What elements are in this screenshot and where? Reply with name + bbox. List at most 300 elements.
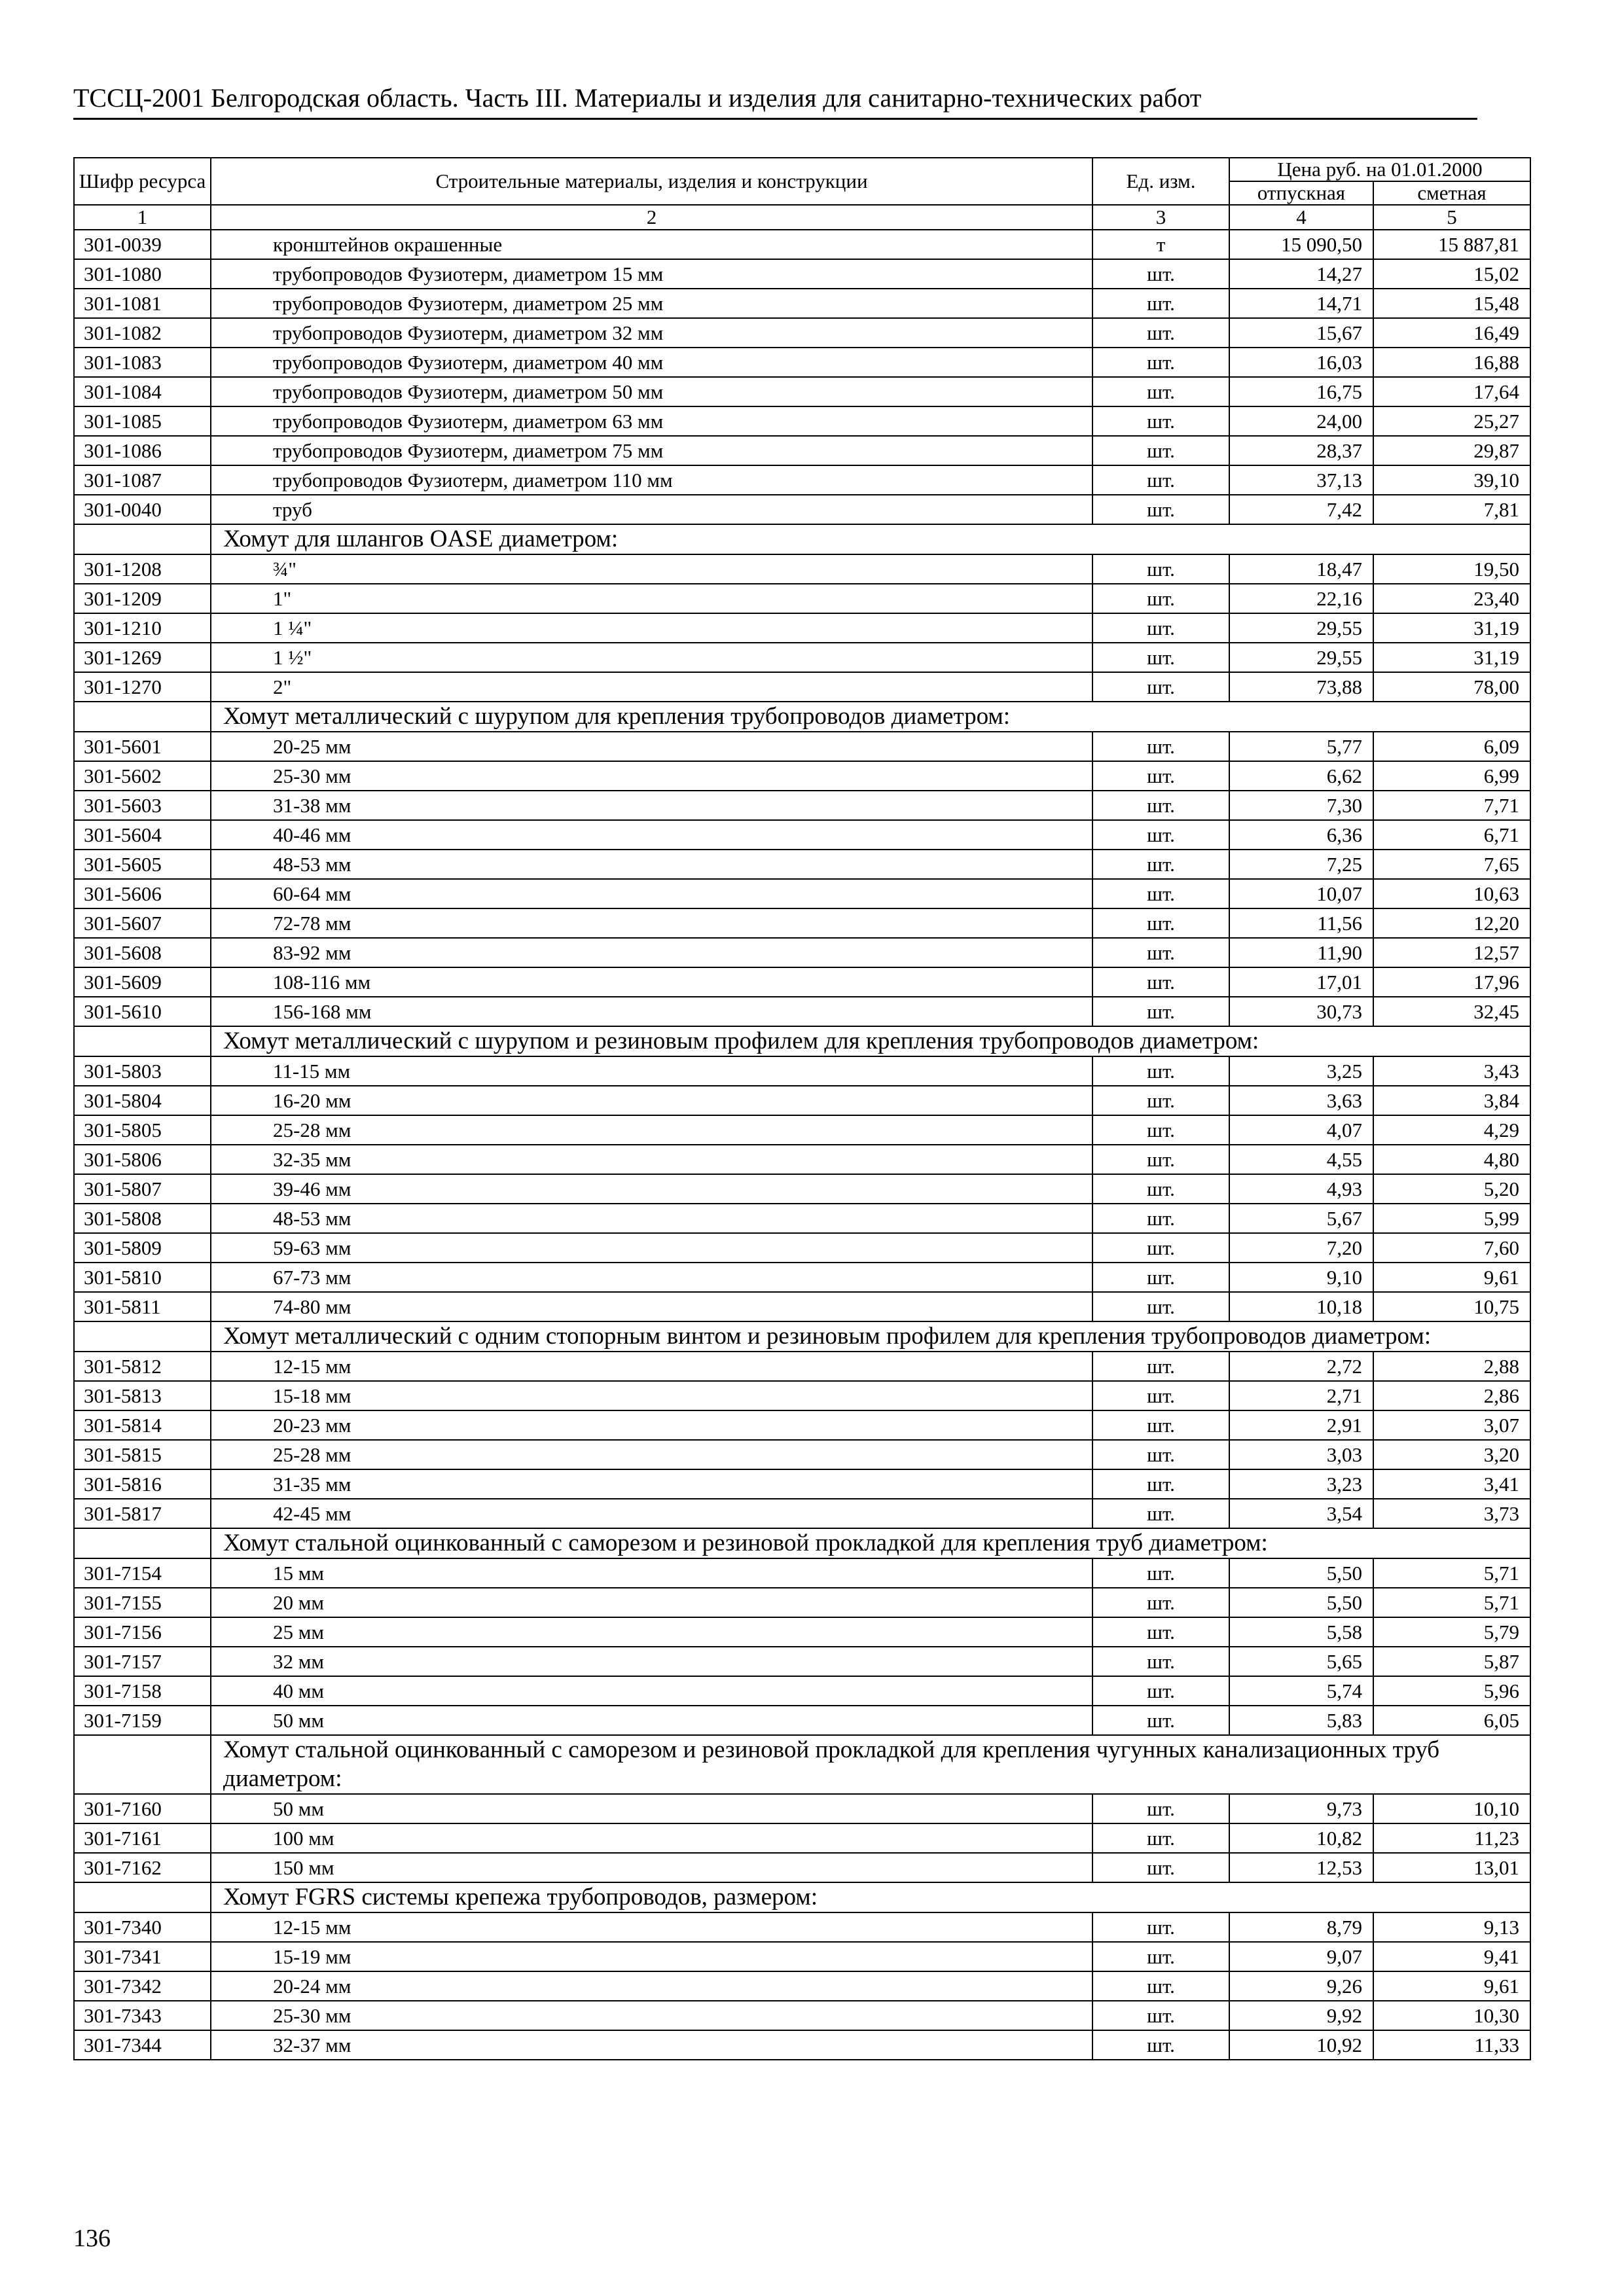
- unit-of-measure: шт.: [1092, 1676, 1229, 1706]
- material-name: 11-15 мм: [211, 1056, 1092, 1086]
- estimate-price: 11,23: [1373, 1823, 1530, 1853]
- table-row: [74, 850, 1530, 879]
- release-price: 3,23: [1229, 1469, 1373, 1499]
- release-price: 5,77: [1229, 732, 1373, 761]
- release-price: 4,55: [1229, 1145, 1373, 1174]
- resource-code: 301-5602: [74, 761, 211, 791]
- table-row: [74, 879, 1530, 908]
- estimate-price: 16,49: [1373, 318, 1530, 348]
- release-price: 7,42: [1229, 495, 1373, 524]
- resource-code: 301-7156: [74, 1617, 211, 1647]
- resource-code: 301-5814: [74, 1410, 211, 1440]
- resource-code: 301-1082: [74, 318, 211, 348]
- estimate-price: 19,50: [1373, 554, 1530, 584]
- table-row: [74, 584, 1530, 613]
- material-name: 2": [211, 672, 1092, 702]
- unit-of-measure: шт.: [1092, 1410, 1229, 1440]
- resource-code: 301-1083: [74, 348, 211, 377]
- material-name: трубопроводов Фузиотерм, диаметром 63 мм: [211, 406, 1092, 436]
- estimate-price: 5,87: [1373, 1647, 1530, 1676]
- resource-code: 301-1080: [74, 259, 211, 289]
- unit-of-measure: шт.: [1092, 850, 1229, 879]
- material-name: 20 мм: [211, 1588, 1092, 1617]
- material-name: 156-168 мм: [211, 997, 1092, 1026]
- unit-of-measure: шт.: [1092, 938, 1229, 967]
- release-price: 15 090,50: [1229, 230, 1373, 259]
- release-price: 29,55: [1229, 643, 1373, 672]
- material-name: 40-46 мм: [211, 820, 1092, 850]
- unit-of-measure: шт.: [1092, 613, 1229, 643]
- unit-of-measure: шт.: [1092, 1263, 1229, 1292]
- resource-code: 301-1270: [74, 672, 211, 702]
- estimate-price: 3,43: [1373, 1056, 1530, 1086]
- unit-of-measure: шт.: [1092, 1233, 1229, 1263]
- unit-of-measure: шт.: [1092, 1823, 1229, 1853]
- table-row: [74, 1588, 1530, 1617]
- resource-code: 301-5813: [74, 1381, 211, 1410]
- release-price: 5,58: [1229, 1617, 1373, 1647]
- material-name: трубопроводов Фузиотерм, диаметром 15 мм: [211, 259, 1092, 289]
- estimate-price: 16,88: [1373, 348, 1530, 377]
- material-name: 12-15 мм: [211, 1912, 1092, 1942]
- release-price: 18,47: [1229, 554, 1373, 584]
- unit-of-measure: шт.: [1092, 1174, 1229, 1204]
- page-number: 136: [73, 2225, 111, 2252]
- table-row: [74, 1204, 1530, 1233]
- table-row: [74, 1676, 1530, 1706]
- resource-code: 301-5805: [74, 1115, 211, 1145]
- unit-of-measure: шт.: [1092, 643, 1229, 672]
- material-name: 74-80 мм: [211, 1292, 1092, 1321]
- table-row: [74, 1499, 1530, 1528]
- material-name: 59-63 мм: [211, 1233, 1092, 1263]
- estimate-price: 13,01: [1373, 1853, 1530, 1882]
- material-name: 12-15 мм: [211, 1352, 1092, 1381]
- release-price: 9,10: [1229, 1263, 1373, 1292]
- unit-of-measure: шт.: [1092, 1056, 1229, 1086]
- release-price: 4,93: [1229, 1174, 1373, 1204]
- resource-code: 301-7341: [74, 1942, 211, 1971]
- estimate-price: 10,75: [1373, 1292, 1530, 1321]
- material-name: 100 мм: [211, 1823, 1092, 1853]
- group-code-cell: [74, 1026, 211, 1056]
- resource-code: 301-1210: [74, 613, 211, 643]
- table-row: [74, 1263, 1530, 1292]
- material-name: 25-30 мм: [211, 761, 1092, 791]
- release-price: 37,13: [1229, 465, 1373, 495]
- estimate-price: 9,13: [1373, 1912, 1530, 1942]
- resource-code: 301-7343: [74, 2001, 211, 2030]
- material-name: трубопроводов Фузиотерм, диаметром 40 мм: [211, 348, 1092, 377]
- unit-of-measure: шт.: [1092, 465, 1229, 495]
- release-price: 17,01: [1229, 967, 1373, 997]
- resource-code: 301-1208: [74, 554, 211, 584]
- unit-of-measure: шт.: [1092, 1204, 1229, 1233]
- release-price: 10,18: [1229, 1292, 1373, 1321]
- release-price: 9,07: [1229, 1942, 1373, 1971]
- table-row: [74, 1853, 1530, 1882]
- table-row: [74, 259, 1530, 289]
- unit-of-measure: шт.: [1092, 1292, 1229, 1321]
- table-row: [74, 1292, 1530, 1321]
- release-price: 7,25: [1229, 850, 1373, 879]
- table-row: [74, 1233, 1530, 1263]
- unit-of-measure: шт.: [1092, 879, 1229, 908]
- material-name: 39-46 мм: [211, 1174, 1092, 1204]
- group-heading: Хомут металлический с одним стопорным винтом и резиновым профилем для крепления трубопроводов диаметром:: [211, 1321, 1530, 1352]
- group-heading: Хомут FGRS системы крепежа трубопроводов, размером:: [211, 1882, 1530, 1912]
- release-price: 7,30: [1229, 791, 1373, 820]
- unit-of-measure: шт.: [1092, 495, 1229, 524]
- estimate-price: 6,05: [1373, 1706, 1530, 1735]
- unit-of-measure: шт.: [1092, 584, 1229, 613]
- unit-of-measure: шт.: [1092, 1469, 1229, 1499]
- material-name: 40 мм: [211, 1676, 1092, 1706]
- unit-of-measure: шт.: [1092, 1617, 1229, 1647]
- estimate-price: 5,71: [1373, 1558, 1530, 1588]
- release-price: 5,50: [1229, 1558, 1373, 1588]
- resource-code: 301-7344: [74, 2030, 211, 2060]
- estimate-price: 3,20: [1373, 1440, 1530, 1469]
- estimate-price: 12,57: [1373, 938, 1530, 967]
- estimate-price: 5,20: [1373, 1174, 1530, 1204]
- resource-code: 301-5810: [74, 1263, 211, 1292]
- material-name: 15-19 мм: [211, 1942, 1092, 1971]
- col-header-estimate-price: сметная: [1373, 181, 1530, 205]
- release-price: 10,92: [1229, 2030, 1373, 2060]
- material-name: 15-18 мм: [211, 1381, 1092, 1410]
- col-index-5: 5: [1373, 205, 1530, 230]
- unit-of-measure: шт.: [1092, 672, 1229, 702]
- table-row: [74, 554, 1530, 584]
- unit-of-measure: шт.: [1092, 1381, 1229, 1410]
- release-price: 2,71: [1229, 1381, 1373, 1410]
- resource-code: 301-5601: [74, 732, 211, 761]
- estimate-price: 3,41: [1373, 1469, 1530, 1499]
- resource-code: 301-7154: [74, 1558, 211, 1588]
- estimate-price: 9,41: [1373, 1942, 1530, 1971]
- material-name: 67-73 мм: [211, 1263, 1092, 1292]
- table-row: [74, 1617, 1530, 1647]
- table-row: [74, 761, 1530, 791]
- release-price: 5,67: [1229, 1204, 1373, 1233]
- material-name: 16-20 мм: [211, 1086, 1092, 1115]
- table-row: [74, 495, 1530, 524]
- unit-of-measure: шт.: [1092, 348, 1229, 377]
- estimate-price: 6,71: [1373, 820, 1530, 850]
- resource-code: 301-1087: [74, 465, 211, 495]
- table-row: [74, 908, 1530, 938]
- estimate-price: 15,48: [1373, 289, 1530, 318]
- release-price: 6,62: [1229, 761, 1373, 791]
- unit-of-measure: шт.: [1092, 1942, 1229, 1971]
- resource-code: 301-7159: [74, 1706, 211, 1735]
- material-name: 108-116 мм: [211, 967, 1092, 997]
- group-code-cell: [74, 1528, 211, 1558]
- release-price: 2,72: [1229, 1352, 1373, 1381]
- table-row: [74, 820, 1530, 850]
- table-row: [74, 1469, 1530, 1499]
- material-name: 20-23 мм: [211, 1410, 1092, 1440]
- unit-of-measure: шт.: [1092, 2030, 1229, 2060]
- price-table-body: [74, 230, 1530, 2060]
- table-row: [74, 1115, 1530, 1145]
- group-code-cell: [74, 702, 211, 732]
- material-name: 48-53 мм: [211, 1204, 1092, 1233]
- group-heading: Хомут стальной оцинкованный с саморезом и резиновой прокладкой для крепления труб диаметром:: [211, 1528, 1530, 1558]
- group-heading-row: [74, 1528, 1530, 1558]
- header-rule: [73, 118, 1477, 120]
- table-row: [74, 1352, 1530, 1381]
- estimate-price: 17,96: [1373, 967, 1530, 997]
- material-name: 1 ½": [211, 643, 1092, 672]
- resource-code: 301-5806: [74, 1145, 211, 1174]
- resource-code: 301-5604: [74, 820, 211, 850]
- release-price: 30,73: [1229, 997, 1373, 1026]
- estimate-price: 25,27: [1373, 406, 1530, 436]
- estimate-price: 6,99: [1373, 761, 1530, 791]
- release-price: 12,53: [1229, 1853, 1373, 1882]
- material-name: 25-30 мм: [211, 2001, 1092, 2030]
- resource-code: 301-5606: [74, 879, 211, 908]
- unit-of-measure: шт.: [1092, 967, 1229, 997]
- group-heading: Хомут металлический с шурупом и резиновым профилем для крепления трубопроводов диаметром:: [211, 1026, 1530, 1056]
- resource-code: 301-1081: [74, 289, 211, 318]
- resource-code: 301-5804: [74, 1086, 211, 1115]
- estimate-price: 2,88: [1373, 1352, 1530, 1381]
- material-name: 32 мм: [211, 1647, 1092, 1676]
- material-name: трубопроводов Фузиотерм, диаметром 75 мм: [211, 436, 1092, 465]
- col-header-release-price: отпускная: [1229, 181, 1373, 205]
- col-index-2: 2: [211, 205, 1092, 230]
- group-heading: Хомут стальной оцинкованный с саморезом и резиновой прокладкой для крепления чугунных канализационных труб диаметром:: [211, 1735, 1530, 1794]
- release-price: 14,71: [1229, 289, 1373, 318]
- release-price: 9,92: [1229, 2001, 1373, 2030]
- estimate-price: 31,19: [1373, 613, 1530, 643]
- material-name: 25 мм: [211, 1617, 1092, 1647]
- material-name: трубопроводов Фузиотерм, диаметром 32 мм: [211, 318, 1092, 348]
- estimate-price: 15,02: [1373, 259, 1530, 289]
- resource-code: 301-1269: [74, 643, 211, 672]
- unit-of-measure: шт.: [1092, 1912, 1229, 1942]
- unit-of-measure: шт.: [1092, 1706, 1229, 1735]
- resource-code: 301-7342: [74, 1971, 211, 2001]
- estimate-price: 3,73: [1373, 1499, 1530, 1528]
- table-row: [74, 436, 1530, 465]
- release-price: 4,07: [1229, 1115, 1373, 1145]
- col-header-code: Шифр ресурса: [74, 158, 211, 205]
- resource-code: 301-5609: [74, 967, 211, 997]
- estimate-price: 15 887,81: [1373, 230, 1530, 259]
- estimate-price: 29,87: [1373, 436, 1530, 465]
- table-row: [74, 1056, 1530, 1086]
- unit-of-measure: шт.: [1092, 1794, 1229, 1823]
- table-row: [74, 732, 1530, 761]
- estimate-price: 3,07: [1373, 1410, 1530, 1440]
- unit-of-measure: шт.: [1092, 1440, 1229, 1469]
- material-name: 20-24 мм: [211, 1971, 1092, 2001]
- unit-of-measure: шт.: [1092, 1558, 1229, 1588]
- unit-of-measure: шт.: [1092, 377, 1229, 406]
- resource-code: 301-7160: [74, 1794, 211, 1823]
- release-price: 15,67: [1229, 318, 1373, 348]
- table-row: [74, 318, 1530, 348]
- resource-code: 301-5603: [74, 791, 211, 820]
- resource-code: 301-0039: [74, 230, 211, 259]
- table-row: [74, 406, 1530, 436]
- col-index-1: 1: [74, 205, 211, 230]
- unit-of-measure: т: [1092, 230, 1229, 259]
- resource-code: 301-7155: [74, 1588, 211, 1617]
- material-name: кронштейнов окрашенные: [211, 230, 1092, 259]
- resource-code: 301-5605: [74, 850, 211, 879]
- table-row: [74, 1706, 1530, 1735]
- estimate-price: 10,63: [1373, 879, 1530, 908]
- table-row: [74, 1647, 1530, 1676]
- table-row: [74, 1174, 1530, 1204]
- estimate-price: 7,60: [1373, 1233, 1530, 1263]
- release-price: 3,03: [1229, 1440, 1373, 1469]
- release-price: 16,03: [1229, 348, 1373, 377]
- unit-of-measure: шт.: [1092, 1115, 1229, 1145]
- unit-of-measure: шт.: [1092, 1647, 1229, 1676]
- estimate-price: 10,30: [1373, 2001, 1530, 2030]
- estimate-price: 31,19: [1373, 643, 1530, 672]
- col-index-4: 4: [1229, 205, 1373, 230]
- group-heading-row: [74, 1026, 1530, 1056]
- table-row: [74, 348, 1530, 377]
- material-name: 31-38 мм: [211, 791, 1092, 820]
- estimate-price: 4,29: [1373, 1115, 1530, 1145]
- estimate-price: 7,71: [1373, 791, 1530, 820]
- estimate-price: 9,61: [1373, 1263, 1530, 1292]
- table-row: [74, 1410, 1530, 1440]
- resource-code: 301-7161: [74, 1823, 211, 1853]
- resource-code: 301-1085: [74, 406, 211, 436]
- unit-of-measure: шт.: [1092, 1086, 1229, 1115]
- material-name: 32-37 мм: [211, 2030, 1092, 2060]
- estimate-price: 7,81: [1373, 495, 1530, 524]
- table-row: [74, 1971, 1530, 2001]
- release-price: 11,90: [1229, 938, 1373, 967]
- estimate-price: 2,86: [1373, 1381, 1530, 1410]
- material-name: 48-53 мм: [211, 850, 1092, 879]
- unit-of-measure: шт.: [1092, 820, 1229, 850]
- unit-of-measure: шт.: [1092, 1853, 1229, 1882]
- table-row: [74, 1794, 1530, 1823]
- group-code-cell: [74, 524, 211, 554]
- resource-code: 301-5812: [74, 1352, 211, 1381]
- estimate-price: 5,99: [1373, 1204, 1530, 1233]
- material-name: труб: [211, 495, 1092, 524]
- unit-of-measure: шт.: [1092, 997, 1229, 1026]
- release-price: 6,36: [1229, 820, 1373, 850]
- group-code-cell: [74, 1735, 211, 1794]
- table-row: [74, 1381, 1530, 1410]
- material-name: 150 мм: [211, 1853, 1092, 1882]
- release-price: 5,65: [1229, 1647, 1373, 1676]
- estimate-price: 17,64: [1373, 377, 1530, 406]
- material-name: 32-35 мм: [211, 1145, 1092, 1174]
- estimate-price: 7,65: [1373, 850, 1530, 879]
- release-price: 5,50: [1229, 1588, 1373, 1617]
- release-price: 3,63: [1229, 1086, 1373, 1115]
- group-heading-row: [74, 1882, 1530, 1912]
- material-name: 25-28 мм: [211, 1115, 1092, 1145]
- resource-code: 301-1086: [74, 436, 211, 465]
- release-price: 24,00: [1229, 406, 1373, 436]
- col-header-price-group: Цена руб. на 01.01.2000: [1229, 158, 1530, 181]
- group-heading-row: [74, 1735, 1530, 1794]
- table-row: [74, 1823, 1530, 1853]
- estimate-price: 78,00: [1373, 672, 1530, 702]
- material-name: трубопроводов Фузиотерм, диаметром 50 мм: [211, 377, 1092, 406]
- resource-code: 301-7340: [74, 1912, 211, 1942]
- estimate-price: 5,79: [1373, 1617, 1530, 1647]
- material-name: 20-25 мм: [211, 732, 1092, 761]
- release-price: 28,37: [1229, 436, 1373, 465]
- unit-of-measure: шт.: [1092, 761, 1229, 791]
- resource-code: 301-5607: [74, 908, 211, 938]
- release-price: 14,27: [1229, 259, 1373, 289]
- material-name: ¾": [211, 554, 1092, 584]
- unit-of-measure: шт.: [1092, 554, 1229, 584]
- table-row: [74, 1942, 1530, 1971]
- release-price: 22,16: [1229, 584, 1373, 613]
- unit-of-measure: шт.: [1092, 1352, 1229, 1381]
- table-row: [74, 465, 1530, 495]
- unit-of-measure: шт.: [1092, 1971, 1229, 2001]
- release-price: 9,26: [1229, 1971, 1373, 2001]
- material-name: 31-35 мм: [211, 1469, 1092, 1499]
- material-name: 1 ¼": [211, 613, 1092, 643]
- unit-of-measure: шт.: [1092, 1588, 1229, 1617]
- release-price: 11,56: [1229, 908, 1373, 938]
- estimate-price: 10,10: [1373, 1794, 1530, 1823]
- col-index-3: 3: [1092, 205, 1229, 230]
- unit-of-measure: шт.: [1092, 732, 1229, 761]
- unit-of-measure: шт.: [1092, 289, 1229, 318]
- release-price: 29,55: [1229, 613, 1373, 643]
- table-row: [74, 1086, 1530, 1115]
- material-name: трубопроводов Фузиотерм, диаметром 110 мм: [211, 465, 1092, 495]
- release-price: 16,75: [1229, 377, 1373, 406]
- material-name: трубопроводов Фузиотерм, диаметром 25 мм: [211, 289, 1092, 318]
- group-code-cell: [74, 1882, 211, 1912]
- resource-code: 301-7157: [74, 1647, 211, 1676]
- release-price: 2,91: [1229, 1410, 1373, 1440]
- table-row: [74, 791, 1530, 820]
- release-price: 3,54: [1229, 1499, 1373, 1528]
- table-row: [74, 2030, 1530, 2060]
- material-name: 72-78 мм: [211, 908, 1092, 938]
- unit-of-measure: шт.: [1092, 908, 1229, 938]
- table-row: [74, 2001, 1530, 2030]
- release-price: 73,88: [1229, 672, 1373, 702]
- group-heading-row: [74, 1321, 1530, 1352]
- page-header-title: ТССЦ-2001 Белгородская область. Часть III. Материалы и изделия для санитарно-технических работ: [73, 83, 1202, 113]
- group-heading: Хомут металлический с шурупом для крепления трубопроводов диаметром:: [211, 702, 1530, 732]
- table-row: [74, 377, 1530, 406]
- resource-code: 301-1084: [74, 377, 211, 406]
- material-name: 83-92 мм: [211, 938, 1092, 967]
- unit-of-measure: шт.: [1092, 791, 1229, 820]
- resource-code: 301-1209: [74, 584, 211, 613]
- table-row: [74, 967, 1530, 997]
- table-row: [74, 230, 1530, 259]
- group-heading: Хомут для шлангов OASE диаметром:: [211, 524, 1530, 554]
- resource-code: 301-5816: [74, 1469, 211, 1499]
